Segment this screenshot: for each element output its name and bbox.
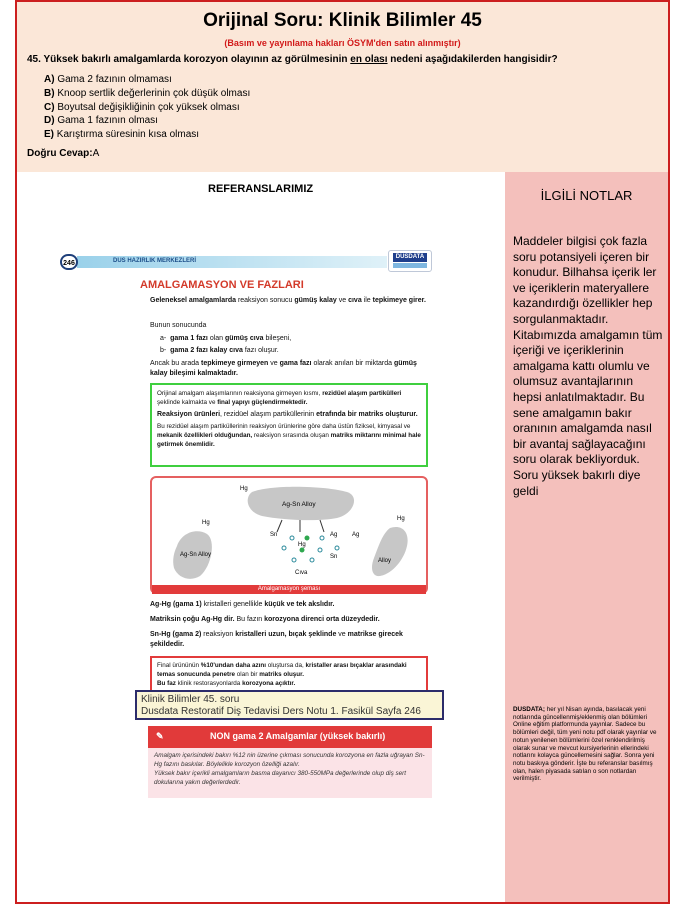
question-box	[17, 2, 668, 172]
book-list-item-1: a- gama 1 fazı olan gümüş cıva bileşeni,	[160, 335, 292, 342]
amalgamation-diagram	[150, 476, 428, 594]
book-paragraph-2: Bunun sonucunda	[150, 322, 207, 329]
label-alloy-right: Alloy	[378, 558, 392, 564]
label-ag-1: Ag	[330, 532, 338, 538]
atom-dot	[335, 546, 339, 550]
option-b[interactable]: B) Knoop sertlik değerlerinin çok düşük olması	[44, 87, 251, 99]
book-paragraph-5: Matriksin çoğu Ag-Hg dir. Bu fazın korozyona direnci orta düzeydedir.	[150, 616, 380, 623]
pencil-icon: ✎	[156, 731, 164, 741]
label-hg-right: Hg	[397, 516, 405, 522]
atom-dot	[318, 548, 322, 552]
diagram-caption: Amalgamasyon şeması	[152, 585, 426, 594]
label-hg-mid: Hg	[298, 542, 306, 548]
non-gamma2-body: Amalgam içerisindeki bakırı %12 nin üzerine çıkması sonucunda korozyona en fazla uğrayan Sn-Hg fazını baskılar. Böylelikle korozyon özelliği azalır. Yüksek bakır içerikli amalgamların basma dayanıcı 380-550MPa değerlerinde olup diş sert dokularına yakın değerlerdedir.	[148, 748, 432, 798]
citation-line-2: Dusdata Restoratif Diş Tedavisi Ders Notu 1. Fasikül Sayfa 246	[141, 706, 421, 717]
option-e[interactable]: E) Karıştırma süresinin kısa olması	[44, 129, 200, 141]
option-a[interactable]: A) Gama 2 fazının olmaması	[44, 74, 172, 85]
amalgamation-schema	[152, 478, 426, 585]
book-heading: AMALGAMASYON VE FAZLARI	[140, 279, 304, 291]
question-stem-underlined: en olası	[350, 54, 388, 65]
dusdata-footnote: DUSDATA; her yıl Nisan ayında, basılacak yeni notlarında güncellenmiş/eklenmiş olan bölümleri Online eğitim platformunda yayınlar. Sadece bu bölümleri değil, tüm yeni notu pdf olarak yayınlar ve notun yenilenen bölümlerini özel renklendirilmiş olarak sunar ve mevcut kursiyerlerinin ellerindeki notlarını kolayca güncellemesini sağlar. Sonra yeni notu baskıya gönderir. İşte bu referanslar basılmış olan, halen piyasada satılan o son notlardan verilmiştir.	[513, 706, 657, 783]
dusdata-logo: DUSDATA	[388, 250, 432, 272]
label-hg-top: Hg	[240, 486, 248, 492]
book-list-item-2: b- gama 2 fazı kalay cıva fazı oluşur.	[160, 347, 279, 354]
question-stem-end: nedeni aşağıdakilerden hangisidir?	[387, 54, 558, 65]
atom-dot	[320, 536, 324, 540]
arrow-line	[277, 520, 282, 532]
rights-notice: (Basım ve yayınlama hakları ÖSYM'den satın alınmıştır)	[224, 38, 461, 48]
book-page-header	[55, 248, 440, 272]
atom-dot	[290, 536, 294, 540]
label-alloy-top: Ag-Sn Alloy	[282, 501, 316, 508]
label-ag-2: Ag	[352, 532, 360, 538]
alloy-right-shape	[372, 527, 408, 576]
book-paragraph-6: Sn-Hg (gama 2) reaksiyon kristalleri uzun, bıçak şeklinde ve matrikse girecek şekildedir.	[150, 631, 403, 648]
non-gamma2-title: NON gama 2 Amalgamlar (yüksek bakırlı)	[210, 731, 386, 741]
book-paragraph-1: Geleneksel amalgamlarda reaksiyon sonucu gümüş kalay ve cıva ile tepkimeye girer.	[150, 297, 426, 304]
correct-answer: Doğru Cevap:A	[27, 148, 100, 159]
non-gamma2-box	[148, 720, 432, 798]
question-stem-start: Yüksek bakırlı amalgamlarda korozyon olayının az görülmesinin	[43, 54, 351, 65]
non-gamma2-header	[148, 726, 432, 748]
arrow-line	[320, 520, 324, 532]
book-page-number: 246	[60, 254, 78, 270]
label-sn: Sn	[270, 532, 278, 538]
references-title: REFERANSLARIMIZ	[208, 183, 314, 195]
atom-dot	[310, 558, 314, 562]
answer-options	[44, 73, 250, 142]
option-c[interactable]: C) Boyutsal değişikliğinin çok yüksek olması	[44, 101, 240, 113]
atom-dot	[300, 548, 305, 553]
green-info-box: Orijinal amalgam alaşımlarının reaksiyona girmeyen kısmı, rezidüel alaşım partikülleri şeklinde kalmakta ve final yapıyı güçlendirmektedir. Reaksiyon ürünleri, rezidüel alaşım partiküllerinin etrafında bir matriks oluşturur. Bu rezidüel alaşım partiküllerinin reaksiyon ürünlerine göre daha üstün fiziksel, kimyasal ve mekanik özellikleri olduğundan, reaksiyon sırasında oluşan matriks miktarını minimal hale getirmek önemlidir.	[150, 383, 428, 467]
book-paragraph-3: Ancak bu arada tepkimeye girmeyen ve gama fazı olarak anılan bir miktarda gümüş kalay bileşimi kalmaktadır.	[150, 360, 417, 377]
atom-dot	[305, 536, 310, 541]
book-paragraph-4: Ag-Hg (gama 1) kristalleri genellikle küçük ve tek akslıdır.	[150, 601, 335, 608]
atom-dot	[292, 558, 296, 562]
option-d[interactable]: D) Gama 1 fazının olması	[44, 115, 158, 127]
label-sn-2: Sn	[330, 554, 338, 560]
notes-title: İLGİLİ NOTLAR	[540, 188, 633, 203]
question-text	[27, 54, 558, 65]
citation-line-1: Klinik Bilimler 45. soru	[141, 694, 240, 705]
label-civa: Cıva	[295, 570, 308, 576]
page-title: Orijinal Soru: Klinik Bilimler 45	[203, 10, 482, 31]
notes-body: Maddeler bilgisi çok fazla soru potansiyeli içeren bir konudur. Bilhahsa içerik ler ve içeriklerin materyallere kazandırdığı özellikler hep sorgulanmaktadır. Kitabımızda amalgamın tüm içeriği ve içeriklerinin amalgama kattı olumlu ve olumsuz avantajlarının hepsi anlatılmaktadır. Bu sene amalgamın bakır oranının amalgamda nasıl bir avantaj sağlayacağını soru olarak bekliyorduk. Soru yüksek bakırlı diye geldi	[513, 234, 663, 498]
question-number: 45.	[27, 54, 41, 65]
red-info-box: Final ürününün %10'undan daha azını oluştursa da, kristaller arası bıçaklar arasındaki temas sonucunda penetre olan bir matriks oluşur. Bu faz klinik restorasyonlarda korozyona açıktır.	[150, 656, 428, 694]
atom-dot	[282, 546, 286, 550]
book-header-text: DUS HAZIRLIK MERKEZLERİ	[113, 258, 196, 264]
notes-panel	[505, 172, 668, 902]
label-hg-left: Hg	[202, 520, 210, 526]
label-alloy-left: Ag-Sn Alloy	[180, 552, 212, 558]
citation-box	[135, 690, 444, 720]
